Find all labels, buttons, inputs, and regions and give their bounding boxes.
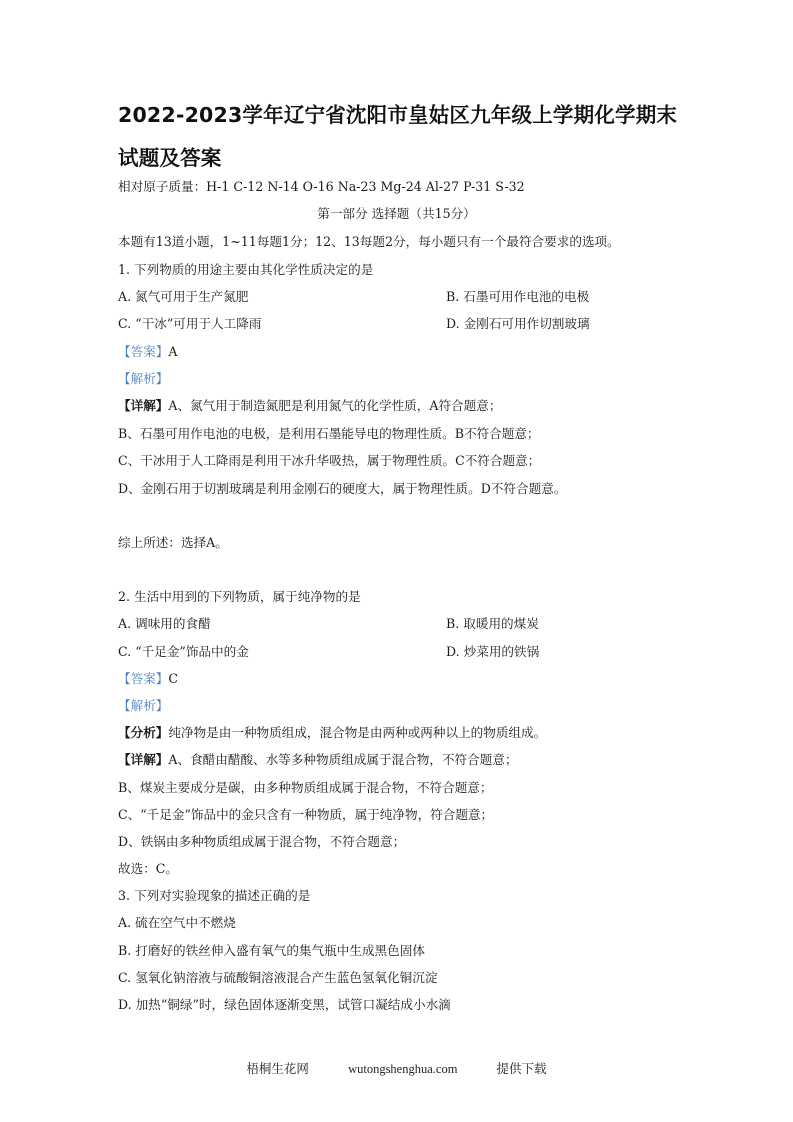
question-3-option-b: B. 打磨好的铁丝伸入盛有氧气的集气瓶中生成黑色固体: [118, 943, 425, 958]
question-2-answer: [118, 671, 178, 687]
question-2-option-c: C. “千足金”饰品中的金: [118, 644, 249, 659]
question-2-fenxi: [118, 725, 546, 741]
footer-site-name: 梧桐生花网: [246, 1062, 309, 1076]
question-2-analysis-label: 【解析】: [118, 698, 169, 713]
atomic-masses: 相对原子质量：H-1 C-12 N-14 O-16 Na-23 Mg-24 Al-27 P-31 S-32: [118, 179, 525, 194]
question-1-analysis-label: 【解析】: [118, 371, 169, 386]
question-2-detail-3: C、“千足金”饰品中的金只含有一种物质，属于纯净物，符合题意；: [118, 807, 494, 822]
detail-text: A、食醋由醋酸、水等多种物质组成属于混合物，不符合题意；: [168, 752, 518, 767]
question-2-stem: 2. 生活中用到的下列物质，属于纯净物的是: [118, 589, 361, 604]
footer-download: 提供下载: [496, 1062, 547, 1076]
footer-url[interactable]: wutongshenghua.com: [348, 1062, 458, 1076]
question-1-answer: [118, 344, 177, 360]
question-1-option-d: D. 金刚石可用作切割玻璃: [446, 316, 590, 331]
answer-label: 【答案】: [118, 344, 169, 359]
detail-label: 【详解】: [118, 398, 169, 413]
question-2-detail-1: [118, 752, 518, 768]
question-2-summary: 故选：C。: [118, 861, 179, 876]
question-3-stem: 3. 下列对实验现象的描述正确的是: [118, 888, 311, 903]
question-1-detail-4: D、金刚石用于切割玻璃是利用金刚石的硬度大，属于物理性质。D不符合题意。: [118, 481, 567, 496]
answer-value: C: [168, 671, 179, 686]
question-1-stem: 1. 下列物质的用途主要由其化学性质决定的是: [118, 262, 374, 277]
instructions: 本题有13道小题，1~11每题1分；12、13每题2分，每小题只有一个最符合要求的选项。: [118, 234, 620, 249]
question-2-detail-4: D、铁锅由多种物质组成属于混合物，不符合题意；: [118, 834, 406, 849]
question-3-option-a: A. 硫在空气中不燃烧: [118, 915, 236, 930]
question-2-option-a: A. 调味用的食醋: [118, 616, 211, 631]
fenxi-text: 纯净物是由一种物质组成，混合物是由两种或两种以上的物质组成。: [168, 725, 547, 740]
section-header: 第一部分 选择题（共15分）: [317, 206, 476, 221]
question-1-option-b: B. 石墨可用作电池的电极: [446, 289, 590, 304]
answer-value: A: [168, 344, 178, 359]
question-3-option-d: D. 加热“铜绿”时，绿色固体逐渐变黑，试管口凝结成小水滴: [118, 997, 451, 1012]
answer-label: 【答案】: [118, 671, 169, 686]
question-3-option-c: C. 氢氧化钠溶液与硫酸铜溶液混合产生蓝色氢氧化铜沉淀: [118, 970, 438, 985]
detail-text: A、氮气用于制造氮肥是利用氮气的化学性质，A符合题意；: [168, 398, 502, 413]
question-2-detail-2: B、煤炭主要成分是碳，由多种物质组成属于混合物，不符合题意；: [118, 780, 493, 795]
page-footer: [0, 1059, 793, 1077]
question-2-option-d: D. 炒菜用的铁锅: [446, 644, 540, 659]
question-1-option-c: C. “干冰”可用于人工降雨: [118, 316, 262, 331]
question-1-option-a: A. 氮气可用于生产氮肥: [118, 289, 249, 304]
fenxi-label: 【分析】: [118, 725, 169, 740]
question-1-detail-1: [118, 398, 501, 414]
question-1-detail-3: C、干冰用于人工降雨是利用干冰升华吸热，属于物理性质。C不符合题意；: [118, 453, 541, 468]
question-2-option-b: B. 取暖用的煤炭: [446, 616, 539, 631]
detail-label: 【详解】: [118, 752, 169, 767]
document-title-line1: 2022-2023学年辽宁省沈阳市皇姑区九年级上学期化学期末: [118, 103, 678, 127]
question-1-detail-2: B、石墨可用作电池的电极，是利用石墨能导电的物理性质。B不符合题意；: [118, 426, 540, 441]
document-title-line2: 试题及答案: [118, 146, 222, 170]
question-1-summary: 综上所述：选择A。: [118, 535, 228, 550]
